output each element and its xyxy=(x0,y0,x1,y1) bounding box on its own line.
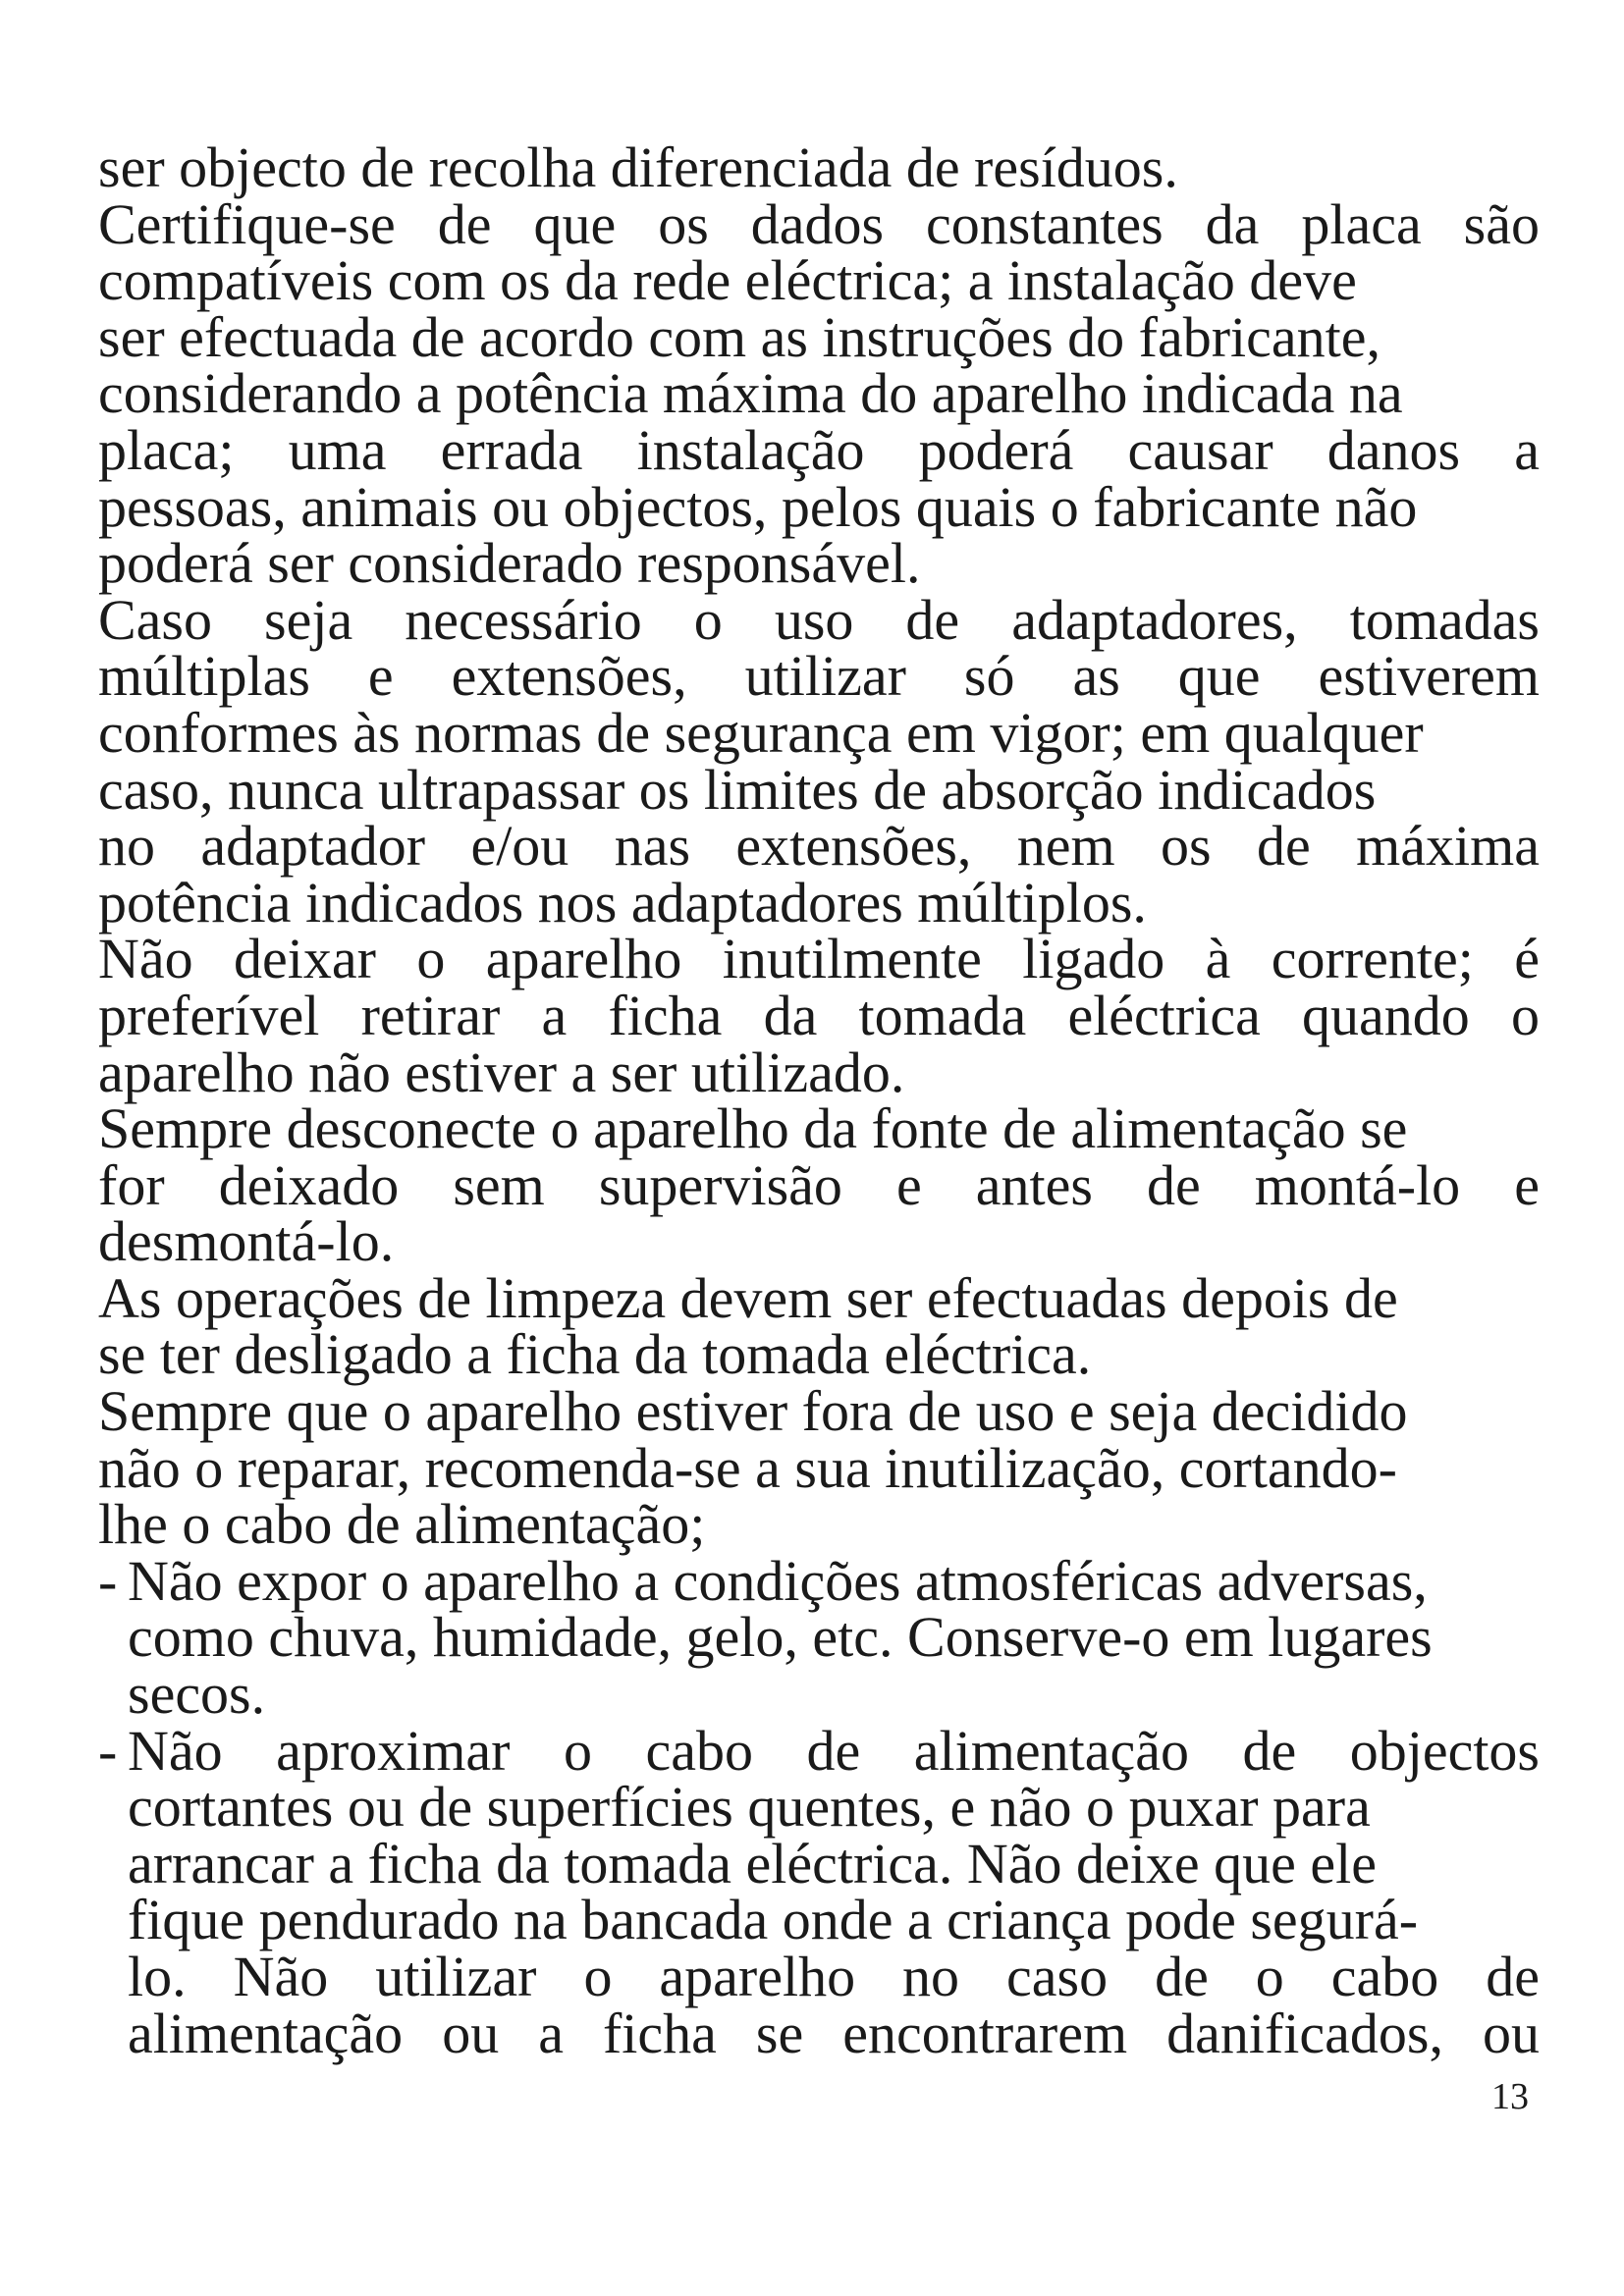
bullet-line xyxy=(98,1548,1540,1613)
text-line: se ter desligado a ficha da tomada eléctrica. xyxy=(98,1322,1092,1387)
text-line: múltiplas e extensões, utilizar só as que estiverem xyxy=(98,644,1540,709)
text-line: secos. xyxy=(128,1662,266,1727)
text-line: no adaptador e/ou nas extensões, nem os de máxima xyxy=(98,814,1540,879)
text-line: lo. Não utilizar o aparelho no caso de o cabo de xyxy=(128,1945,1540,2008)
text-line: não o reparar, recomenda-se a sua inutilização, cortando- xyxy=(98,1435,1397,1500)
body-text xyxy=(98,135,1540,2065)
bullet-text: Não expor o aparelho a condições atmosféricas adversas, xyxy=(128,1548,1428,1613)
text-line: cortantes ou de superfícies quentes, e não o puxar para xyxy=(128,1775,1371,1840)
text-line: compatíveis com os da rede eléctrica; a instalação deve xyxy=(98,248,1357,313)
text-line: aparelho não estiver a ser utilizado. xyxy=(98,1040,905,1104)
text-line: Sempre desconecte o aparelho da fonte de alimentação se xyxy=(98,1096,1408,1161)
text-line: potência indicados nos adaptadores múltiplos. xyxy=(98,870,1147,934)
text-line: Sempre que o aparelho estiver fora de uso e seja decidido xyxy=(98,1379,1408,1444)
text-line: for deixado sem supervisão e antes de montá-lo e xyxy=(98,1152,1540,1217)
text-line: ser efectuada de acordo com as instruções do fabricante, xyxy=(98,304,1380,369)
text-line: Não deixar o aparelho inutilmente ligado à corrente; é xyxy=(98,927,1540,991)
text-line: ser objecto de recolha diferenciada de resíduos. xyxy=(98,135,1178,199)
text-line: poderá ser considerado responsável. xyxy=(98,531,921,596)
text-line: arrancar a ficha da tomada eléctrica. Não deixe que ele xyxy=(128,1831,1377,1896)
text-line: As operações de limpeza devem ser efectuadas depois de xyxy=(98,1265,1398,1330)
text-line: conformes às normas de segurança em vigor; em qualquer xyxy=(98,700,1424,765)
text-line: preferível retirar a ficha da tomada eléctrica quando o xyxy=(98,983,1540,1047)
text-line: lhe o cabo de alimentação; xyxy=(98,1492,706,1557)
bullet-dash: - xyxy=(98,1718,118,1783)
text-line: placa; uma errada instalação poderá causar danos a xyxy=(98,417,1540,482)
text-line: caso, nunca ultrapassar os limites de absorção indicados xyxy=(98,757,1377,822)
bullet-text: Não aproximar o cabo de alimentação de objectos xyxy=(128,1718,1540,1783)
text-line: desmontá-lo. xyxy=(98,1209,395,1274)
text-line: como chuva, humidade, gelo, etc. Conserve-o em lugares xyxy=(128,1605,1433,1670)
text-line: Certifique-se de que os dados constantes da placa são xyxy=(98,191,1540,256)
bullet-line xyxy=(98,1718,1540,1783)
text-line: considerando a potência máxima do aparelho indicada na xyxy=(98,361,1403,426)
text-line: fique pendurado na bancada onde a criança pode segurá- xyxy=(128,1888,1419,1952)
text-line: Caso seja necessário o uso de adaptadores, tomadas xyxy=(98,587,1540,652)
text-line: alimentação ou a ficha se encontrarem danificados, ou xyxy=(128,2001,1540,2065)
page-number: 13 xyxy=(1491,2076,1529,2117)
text-line: pessoas, animais ou objectos, pelos quais o fabricante não xyxy=(98,474,1418,539)
bullet-dash: - xyxy=(98,1548,118,1613)
